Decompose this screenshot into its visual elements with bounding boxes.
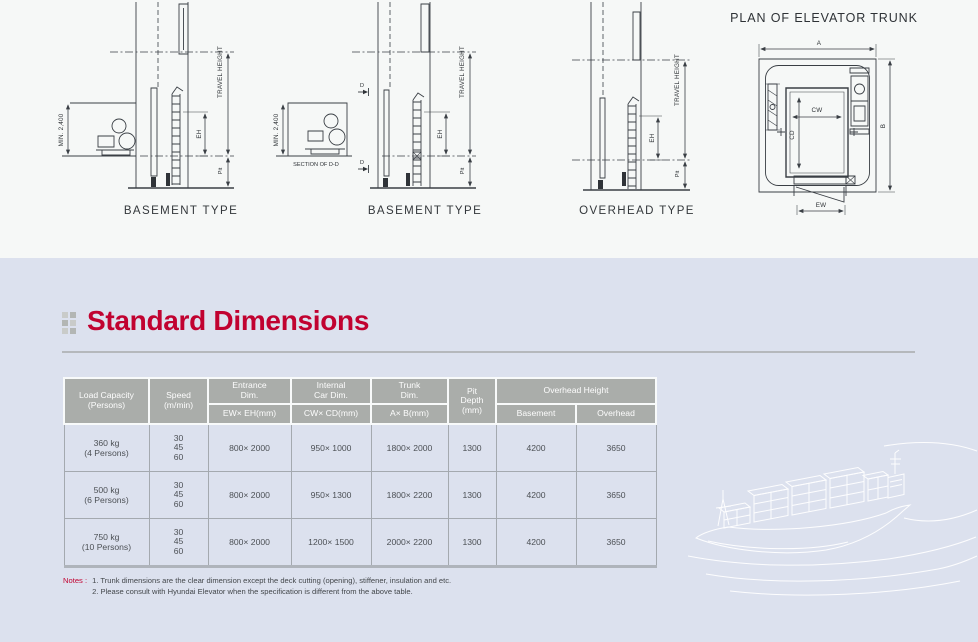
standard-dimensions-table (63, 377, 657, 568)
cell-trunk: 1800× 2000 (371, 424, 448, 472)
diagram-caption: BASEMENT TYPE (123, 205, 239, 217)
min-height-label: MIN. 2,400 (273, 113, 280, 147)
note-line-2: 2. Please consult with Hyundai Elevator when the specification is different from the above table. (92, 586, 413, 596)
cell-load: 500 kg (6 Persons) (64, 472, 149, 519)
cell-speed: 30 45 60 (149, 472, 208, 519)
cell-pit: 1300 (448, 519, 496, 567)
d-marker-top: D (359, 83, 365, 89)
travel-height-label: TRAVEL HEIGHT (459, 46, 466, 98)
dim-cd-label: CD (789, 130, 796, 140)
pit-label: Pit (675, 170, 681, 178)
header-basement: Basement (496, 404, 576, 424)
header-overhead-height: Overhead Height (496, 378, 656, 404)
cell-speed: 30 45 60 (149, 424, 208, 472)
page-title: Standard Dimensions (87, 305, 370, 336)
header-speed: Speed (m/min) (149, 378, 208, 424)
notes-label: Notes : (63, 576, 88, 585)
header-cw-cd: CW× CD(mm) (291, 404, 371, 424)
cell-overhead: 3650 (576, 424, 656, 472)
plan-title: PLAN OF ELEVATOR TRUNK (730, 11, 918, 25)
diagram-overhead-type (572, 2, 695, 217)
section-bullet-icon (62, 312, 76, 334)
dim-b-label: B (880, 123, 887, 129)
cell-entrance: 800× 2000 (208, 424, 291, 472)
cell-trunk: 1800× 2200 (371, 472, 448, 519)
cell-pit: 1300 (448, 424, 496, 472)
cell-load: 750 kg (10 Persons) (64, 519, 149, 567)
table-row (64, 424, 656, 472)
section-of-dd-label: SECTION OF D-D (293, 162, 339, 168)
cell-entrance: 800× 2000 (208, 472, 291, 519)
note-line-1: 1. Trunk dimensions are the clear dimension except the deck cutting (opening), stiffener, insulation and etc. (92, 576, 452, 585)
cell-speed: 30 45 60 (149, 519, 208, 567)
cell-basement: 4200 (496, 472, 576, 519)
header-load-capacity: Load Capacity (Persons) (64, 378, 149, 424)
container-ship-illustration (688, 438, 978, 613)
cell-pit: 1300 (448, 472, 496, 519)
cell-trunk: 2000× 2200 (371, 519, 448, 567)
dim-cw-label: CW (811, 107, 823, 114)
cell-car: 950× 1300 (291, 472, 371, 519)
diagram-basement-type-1 (58, 2, 238, 217)
d-marker-bottom: D (359, 160, 365, 166)
table-row (64, 519, 656, 567)
header-entrance-dim: Entrance Dim. (208, 378, 291, 404)
header-pit-depth: Pit Depth (mm) (448, 378, 496, 424)
dim-a-label: A (816, 40, 822, 47)
eh-label: EH (437, 129, 444, 139)
pit-label: Pit (460, 167, 466, 175)
cell-entrance: 800× 2000 (208, 519, 291, 567)
travel-height-label: TRAVEL HEIGHT (217, 46, 224, 98)
header-overhead: Overhead (576, 404, 656, 424)
dim-ew-label: EW (815, 202, 827, 209)
cell-basement: 4200 (496, 519, 576, 567)
diagram-basement-type-2 (273, 2, 482, 217)
cell-car: 950× 1000 (291, 424, 371, 472)
cell-overhead: 3650 (576, 519, 656, 567)
header-internal-car-dim: Internal Car Dim. (291, 378, 371, 404)
eh-label: EH (649, 133, 656, 143)
section-header (62, 305, 369, 337)
technical-diagrams (0, 0, 978, 258)
eh-label: EH (196, 129, 203, 139)
table-row (64, 472, 656, 519)
cell-overhead: 3650 (576, 472, 656, 519)
cell-load: 360 kg (4 Persons) (64, 424, 149, 472)
diagram-caption: OVERHEAD TYPE (579, 205, 695, 217)
cell-car: 1200× 1500 (291, 519, 371, 567)
min-height-label: MIN. 2,400 (58, 113, 65, 147)
pit-label: Pit (218, 167, 224, 175)
travel-height-label: TRAVEL HEIGHT (674, 54, 681, 106)
header-ew-eh: EW× EH(mm) (208, 404, 291, 424)
title-underline (62, 351, 915, 353)
notes (63, 576, 451, 597)
diagram-plan-of-elevator-trunk (730, 11, 918, 215)
notes-lines (92, 576, 451, 597)
diagram-caption: BASEMENT TYPE (367, 205, 483, 217)
header-trunk-dim: Trunk Dim. (371, 378, 448, 404)
header-a-b: A× B(mm) (371, 404, 448, 424)
cell-basement: 4200 (496, 424, 576, 472)
